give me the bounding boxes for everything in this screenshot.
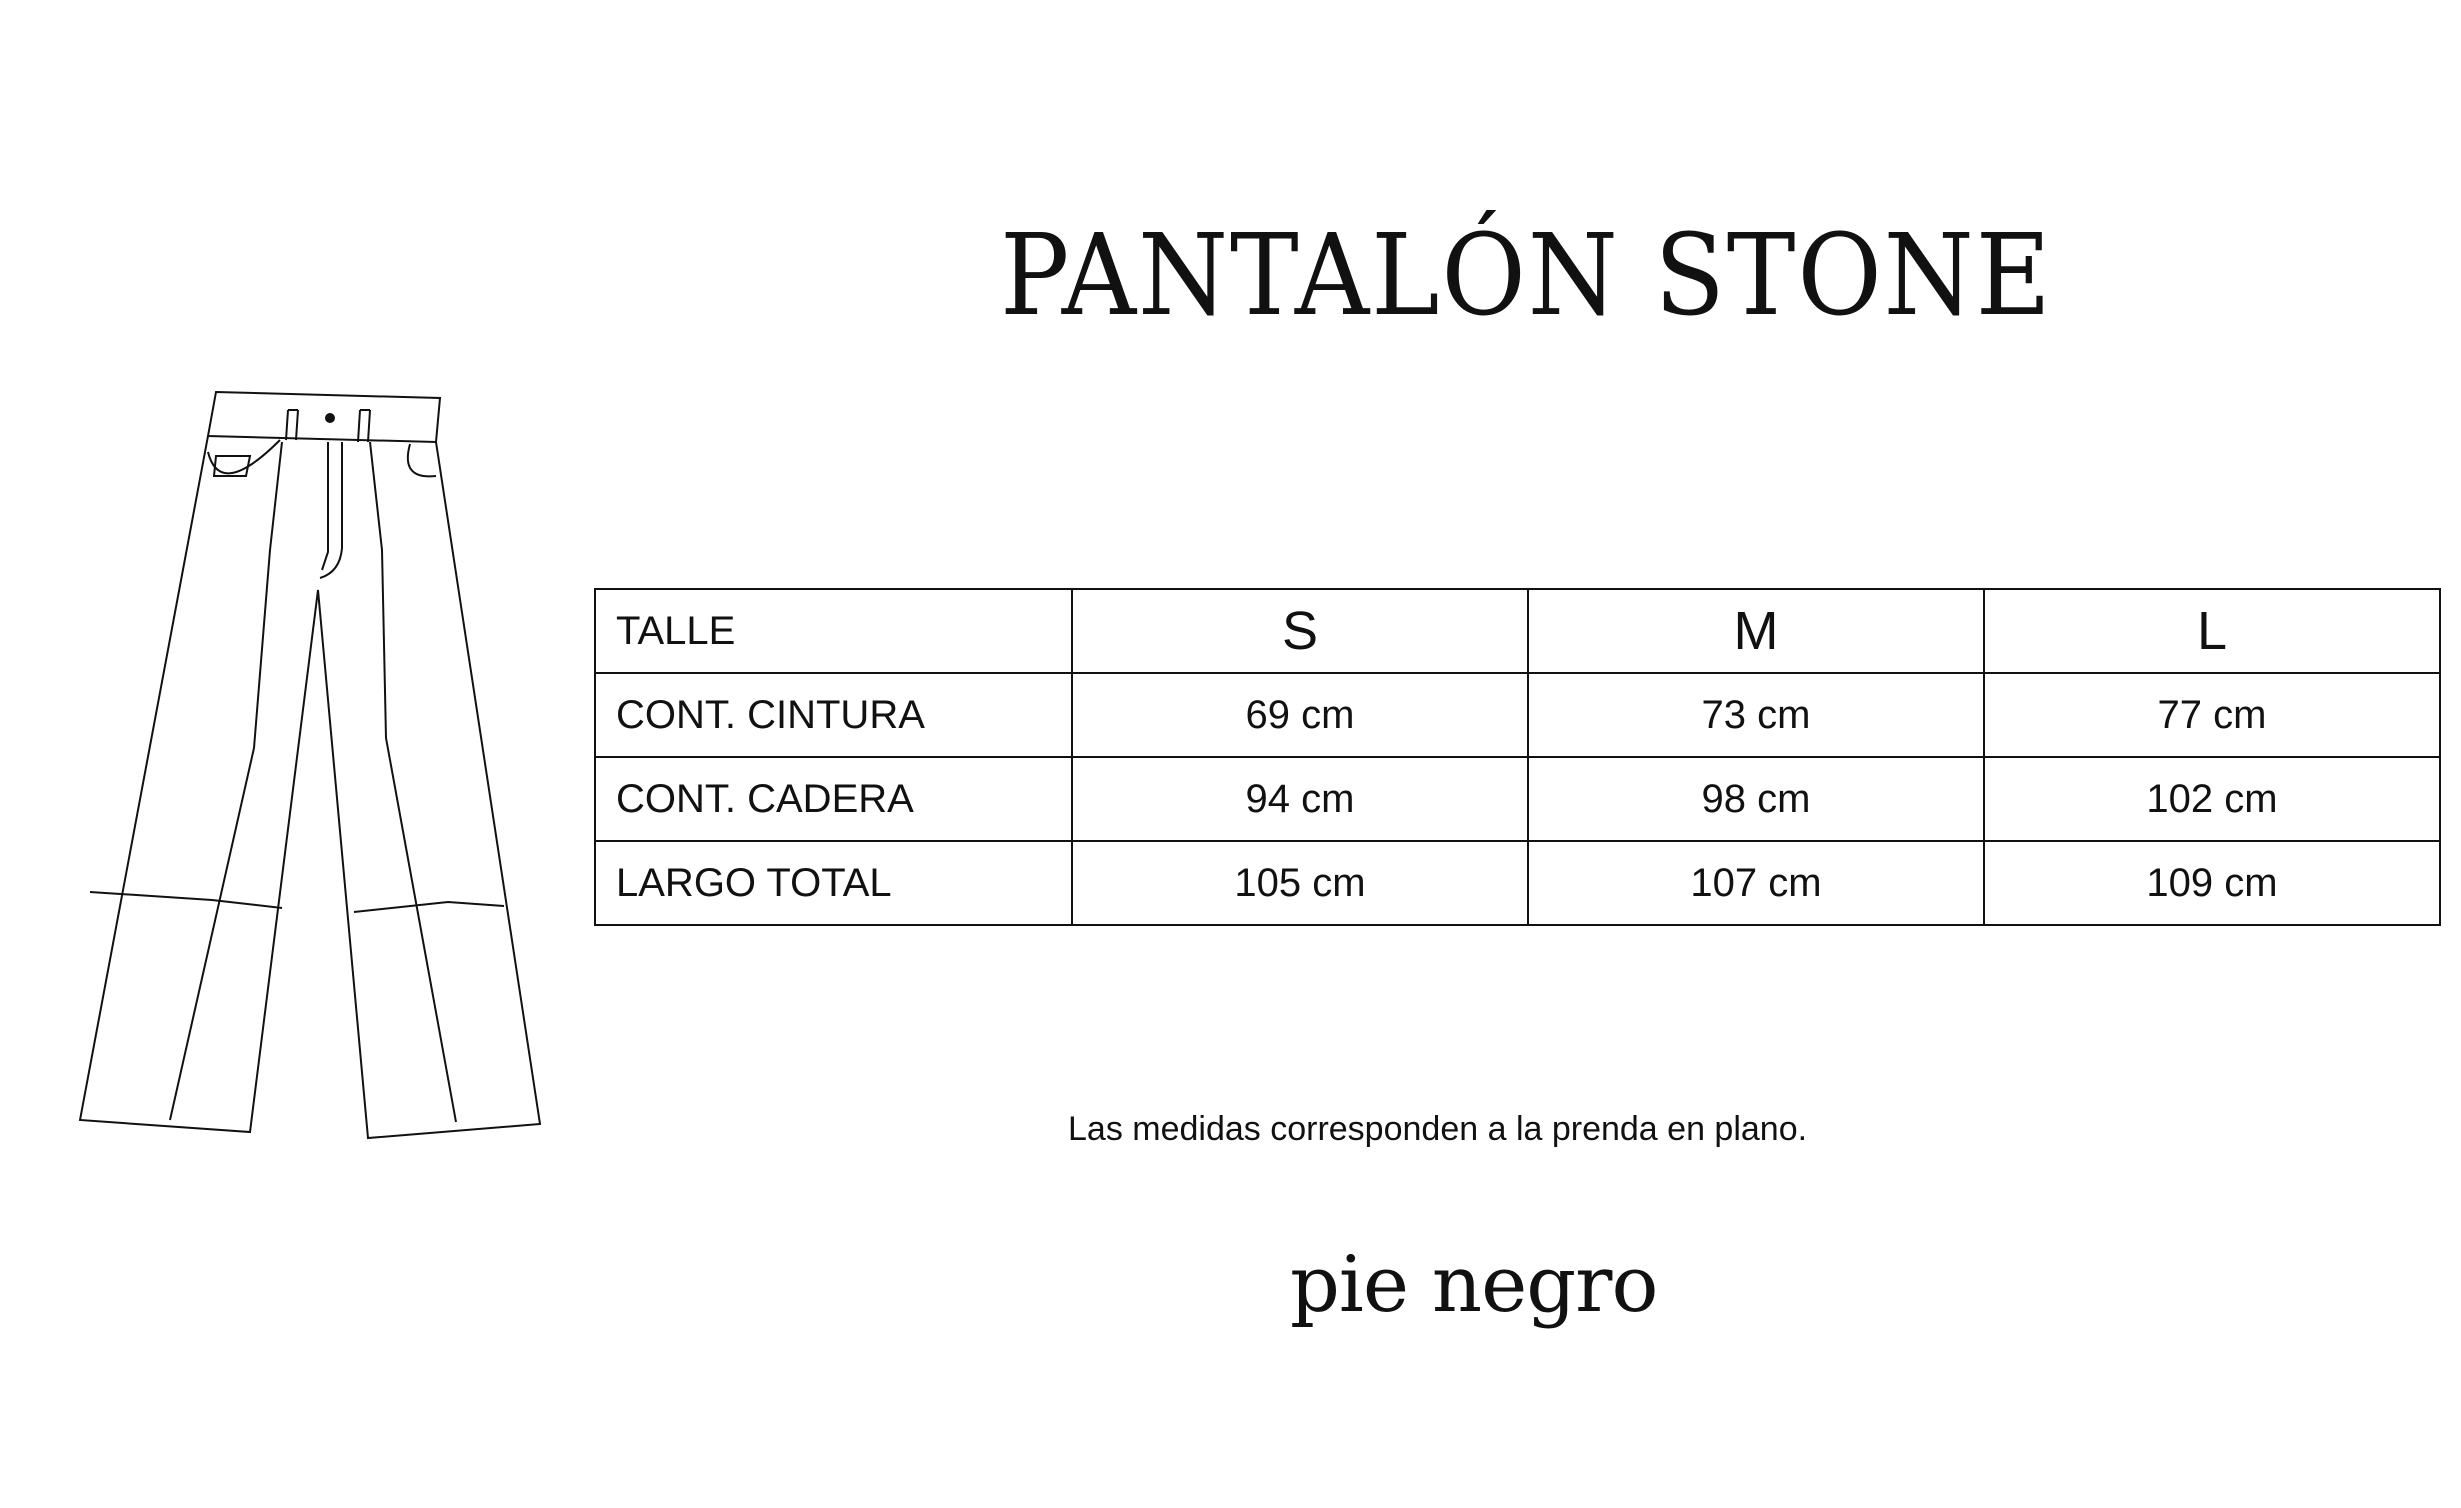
row-value: 94 cm <box>1072 757 1528 841</box>
page-title: PANTALÓN STONE <box>1000 211 2053 341</box>
row-value: 105 cm <box>1072 841 1528 925</box>
row-value: 73 cm <box>1528 673 1984 757</box>
table-row <box>595 841 2440 925</box>
measurement-note: Las medidas corresponden a la prenda en plano. <box>1068 1110 1808 1148</box>
size-m-header: M <box>1528 589 1984 673</box>
row-label: CONT. CADERA <box>595 757 1072 841</box>
table-header-row <box>595 589 2440 673</box>
row-value: 107 cm <box>1528 841 1984 925</box>
row-value: 109 cm <box>1984 841 2440 925</box>
row-value: 102 cm <box>1984 757 2440 841</box>
talle-header: TALLE <box>595 589 1072 673</box>
size-l-header: L <box>1984 589 2440 673</box>
size-chart-table <box>594 588 2441 926</box>
row-value: 77 cm <box>1984 673 2440 757</box>
table-row <box>595 757 2440 841</box>
row-label: CONT. CINTURA <box>595 673 1072 757</box>
row-value: 98 cm <box>1528 757 1984 841</box>
table-row <box>595 673 2440 757</box>
brand-logo: pie negro <box>1290 1240 1658 1330</box>
pants-technical-drawing-icon <box>70 380 570 1140</box>
size-s-header: S <box>1072 589 1528 673</box>
row-label: LARGO TOTAL <box>595 841 1072 925</box>
row-value: 69 cm <box>1072 673 1528 757</box>
